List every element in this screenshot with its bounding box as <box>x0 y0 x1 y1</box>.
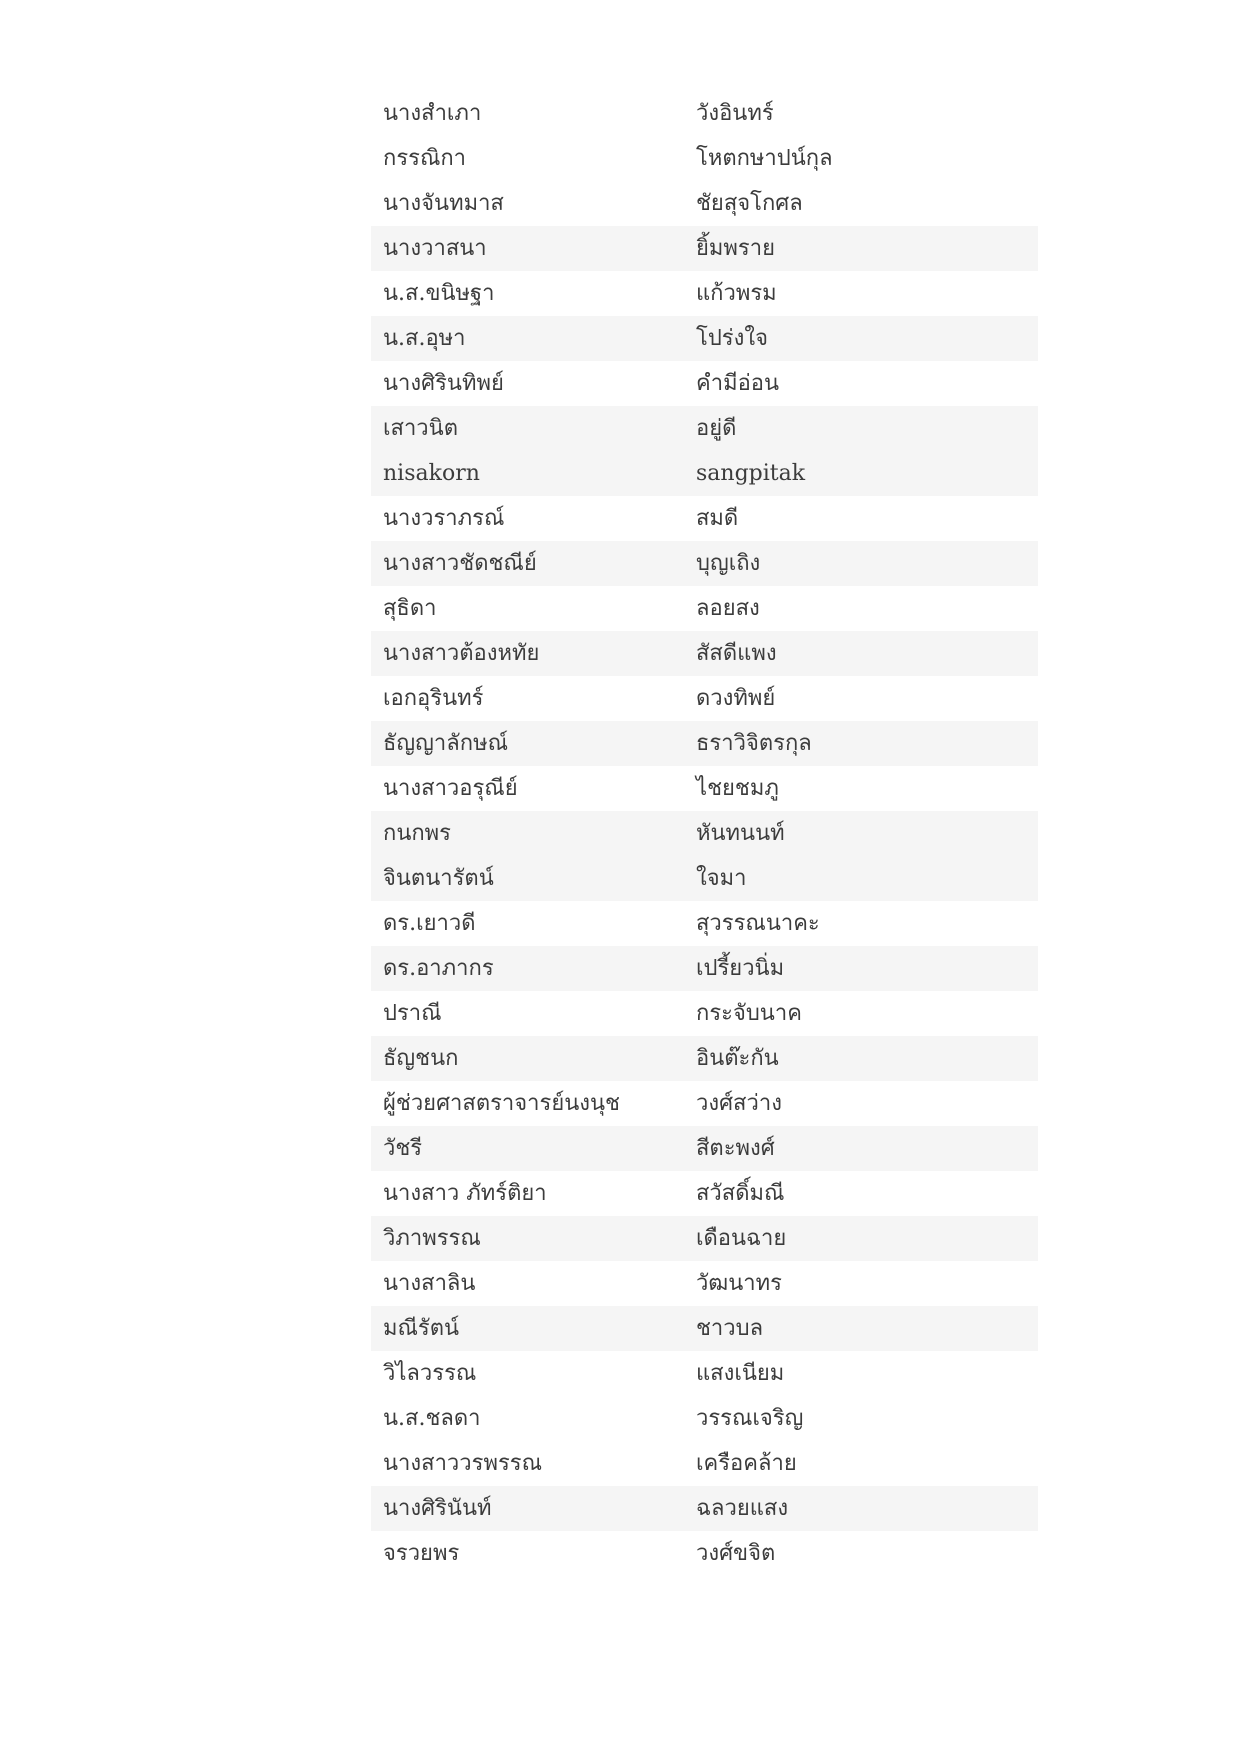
table-row <box>371 1306 1038 1351</box>
last-name-cell: วงศ์ขจิต <box>696 1541 776 1566</box>
last-name-cell: อยู่ดี <box>684 406 1038 451</box>
table-row <box>371 991 1038 1036</box>
first-name-cell: ดร.อาภากร <box>371 946 684 991</box>
last-name-cell: สัสดีแพง <box>684 631 1038 676</box>
table-row <box>371 1081 1038 1126</box>
first-name-cell: วิภาพรรณ <box>371 1216 684 1261</box>
first-name-cell: มณีรัตน์ <box>371 1306 684 1351</box>
first-name-cell: น.ส.ขนิษฐา <box>383 281 495 306</box>
table-row <box>371 316 1038 361</box>
first-name-cell: นางวาสนา <box>371 226 684 271</box>
first-name-cell: วัชรี <box>371 1126 684 1171</box>
last-name-cell: sangpitak <box>684 451 1038 496</box>
first-name-cell: กรรณิกา <box>383 146 467 171</box>
first-name-cell: จินตนารัตน์ <box>371 856 684 901</box>
table-row <box>371 91 1038 136</box>
last-name-cell: ชัยสุจโกศล <box>696 191 803 216</box>
last-name-cell: สีตะพงศ์ <box>684 1126 1038 1171</box>
first-name-cell: nisakorn <box>371 451 684 496</box>
table-row <box>371 856 1038 901</box>
last-name-cell: หันทนนท์ <box>684 811 1038 856</box>
first-name-cell: วิไลวรรณ <box>383 1361 477 1386</box>
first-name-cell: ปราณี <box>383 1001 442 1026</box>
last-name-cell: ไชยชมภู <box>696 776 779 801</box>
first-name-cell: นางสาวอรุณีย์ <box>383 776 518 801</box>
first-name-cell: นางจันทมาส <box>383 191 504 216</box>
first-name-cell: นางสาวต้องหทัย <box>371 631 684 676</box>
table-row <box>371 451 1038 496</box>
first-name-cell: นางวราภรณ์ <box>383 506 505 531</box>
table-row <box>371 361 1038 406</box>
table-row <box>371 226 1038 271</box>
last-name-cell: ลอยสง <box>696 596 760 621</box>
first-name-cell: นางสาว ภัทร์ติยา <box>383 1181 547 1206</box>
last-name-cell: วังอินทร์ <box>696 101 774 126</box>
table-row <box>371 1486 1038 1531</box>
table-row <box>371 946 1038 991</box>
first-name-cell: น.ส.ชลดา <box>383 1406 481 1431</box>
first-name-cell: น.ส.อุษา <box>371 316 684 361</box>
last-name-cell: ชาวบล <box>684 1306 1038 1351</box>
name-table <box>371 91 1038 1576</box>
table-row <box>371 1396 1038 1441</box>
first-name-cell: สุธิดา <box>383 596 437 621</box>
table-row <box>371 631 1038 676</box>
table-row <box>371 1126 1038 1171</box>
last-name-cell: คำมีอ่อน <box>696 371 780 396</box>
name-table-body <box>371 91 1038 1576</box>
last-name-cell: ดวงทิพย์ <box>696 686 776 711</box>
first-name-cell: นางสาววรพรรณ <box>383 1451 542 1476</box>
table-row <box>371 1216 1038 1261</box>
table-row <box>371 1171 1038 1216</box>
table-row <box>371 676 1038 721</box>
table-row <box>371 1441 1038 1486</box>
last-name-cell: โปร่งใจ <box>684 316 1038 361</box>
last-name-cell: สวัสดิ์มณี <box>696 1181 785 1206</box>
last-name-cell: กระจับนาค <box>696 1001 802 1026</box>
table-row <box>371 406 1038 451</box>
table-row <box>371 271 1038 316</box>
last-name-cell: แก้วพรม <box>696 281 777 306</box>
table-row <box>371 136 1038 181</box>
table-row <box>371 1036 1038 1081</box>
table-row <box>371 766 1038 811</box>
first-name-cell: นางสาลิน <box>383 1271 476 1296</box>
last-name-cell: อินต๊ะกัน <box>684 1036 1038 1081</box>
last-name-cell: ฉลวยแสง <box>684 1486 1038 1531</box>
last-name-cell: ธราวิจิตรกุล <box>684 721 1038 766</box>
last-name-cell: แสงเนียม <box>696 1361 785 1386</box>
table-row <box>371 181 1038 226</box>
last-name-cell: สุวรรณนาคะ <box>696 911 820 936</box>
last-name-cell: เครือคล้าย <box>696 1451 797 1476</box>
first-name-cell: ธัญญาลักษณ์ <box>371 721 684 766</box>
first-name-cell: นางศิรินทิพย์ <box>383 371 504 396</box>
first-name-cell: ดร.เยาวดี <box>383 911 476 936</box>
last-name-cell: สมดี <box>696 506 739 531</box>
last-name-cell: บุญเถิง <box>684 541 1038 586</box>
table-row <box>371 1531 1038 1576</box>
first-name-cell: ผู้ช่วยศาสตราจารย์นงนุช <box>383 1091 620 1116</box>
first-name-cell: เสาวนิต <box>371 406 684 451</box>
first-name-cell: กนกพร <box>371 811 684 856</box>
first-name-cell: จรวยพร <box>383 1541 460 1566</box>
first-name-cell: ธัญชนก <box>371 1036 684 1081</box>
table-row <box>371 586 1038 631</box>
last-name-cell: ยิ้มพราย <box>684 226 1038 271</box>
table-row <box>371 721 1038 766</box>
last-name-cell: วัฒนาทร <box>696 1271 782 1296</box>
first-name-cell: เอกอุรินทร์ <box>383 686 484 711</box>
table-row <box>371 541 1038 586</box>
table-row <box>371 811 1038 856</box>
last-name-cell: โหตกษาปน์กุล <box>696 146 833 171</box>
table-row <box>371 1351 1038 1396</box>
last-name-cell: วงศ์สว่าง <box>696 1091 782 1116</box>
first-name-cell: นางสำเภา <box>383 101 482 126</box>
first-name-cell: นางสาวชัดชณีย์ <box>371 541 684 586</box>
table-row <box>371 1261 1038 1306</box>
table-row <box>371 496 1038 541</box>
last-name-cell: วรรณเจริญ <box>696 1406 804 1431</box>
last-name-cell: เปรี้ยวนิ่ม <box>684 946 1038 991</box>
first-name-cell: นางศิรินันท์ <box>371 1486 684 1531</box>
last-name-cell: ใจมา <box>684 856 1038 901</box>
table-row <box>371 901 1038 946</box>
last-name-cell: เดือนฉาย <box>684 1216 1038 1261</box>
